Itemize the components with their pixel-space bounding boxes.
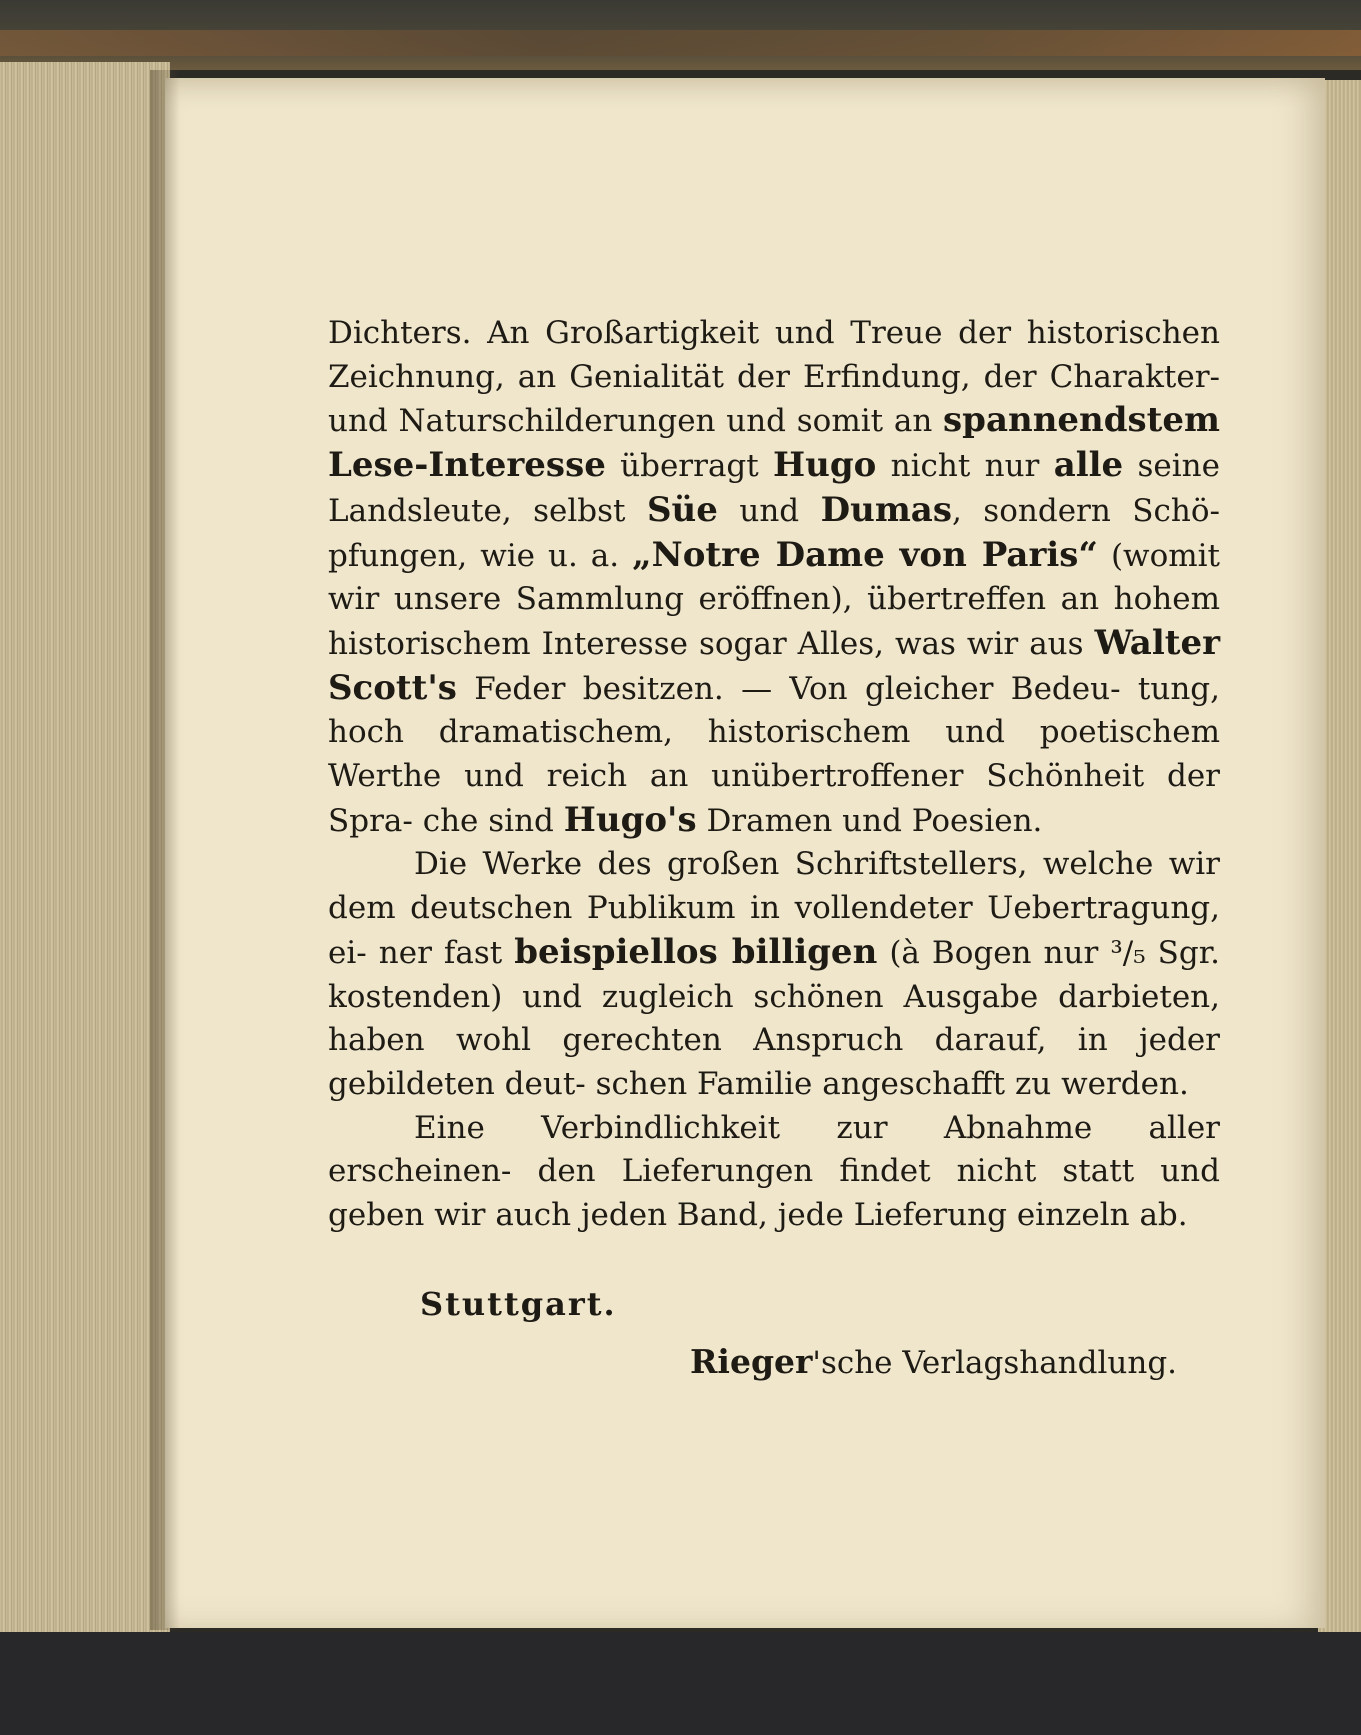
text-line: dem deutschen Publikum in vollendeter Uebertragung, ei- — [328, 890, 1220, 971]
text-line: Feder besitzen. — Von gleicher Bedeu- — [456, 670, 1121, 707]
emphasis: „Notre Dame von Paris“ — [632, 534, 1098, 575]
text-line: Band, jede Lieferung einzeln ab. — [676, 1197, 1188, 1234]
text-line: kostenden) und zugleich schönen Ausgabe darbieten, haben — [328, 978, 1220, 1059]
book-cover-bottom — [0, 1632, 1361, 1735]
emphasis: spannendstem — [943, 400, 1220, 441]
text-line: Zeichnung, an Genialität der Erfindung, der Charakter- — [328, 358, 1220, 395]
text-line: pfungen, wie u. a. — [328, 537, 633, 574]
text-line: (womit wir unsere Sammlung eröffnen), übertreffen an — [328, 537, 1221, 618]
paragraph-3 — [328, 1107, 1220, 1238]
text-line: seine Landsleute, selbst — [328, 448, 1220, 529]
page-edges-left — [0, 62, 170, 1632]
text-line: Dramen und Poesien. — [696, 802, 1043, 839]
paragraph-2 — [328, 843, 1220, 1106]
text-line: wohl gerechten Anspruch darauf, in jeder gebildeten deut- — [328, 1022, 1220, 1102]
text-line: hohem historischem Interesse sogar Alles, was wir aus — [328, 581, 1220, 662]
publisher-suffix: 'sche Verlagshandlung. — [812, 1345, 1178, 1381]
emphasis: alle — [1053, 445, 1124, 486]
book-cover-strip — [0, 30, 1361, 56]
text-line: che sind — [422, 802, 564, 839]
body-text — [328, 312, 1220, 1238]
publisher-name: Rieger — [690, 1342, 813, 1381]
emphasis: Walter Scott's — [328, 622, 1220, 708]
text-line: Dichters. An Großartigkeit und Treue der historischen — [328, 315, 1220, 351]
text-line: überragt — [605, 448, 774, 485]
signature-city: Stuttgart. — [420, 1285, 617, 1323]
text-line: Werthe und reich an unübertroffener Schönheit der Spra- — [328, 758, 1220, 839]
text-line: tung, hoch dramatischem, historischem und poetischem — [328, 670, 1221, 751]
signature-publisher — [690, 1342, 1177, 1381]
text-line: nicht nur — [876, 448, 1054, 485]
text-line: den Lieferungen findet nicht statt und geben wir auch jeden — [328, 1153, 1220, 1234]
text-line: Eine Verbindlichkeit zur Abnahme aller erscheinen- — [328, 1109, 1220, 1190]
text-line: schen Familie angeschafft zu werden. — [595, 1065, 1189, 1102]
text-line: und — [717, 492, 821, 529]
paragraph-1 — [328, 312, 1220, 843]
emphasis: Hugo's — [563, 799, 697, 840]
emphasis: Süe — [647, 489, 718, 530]
spine-shadow — [150, 70, 180, 1630]
emphasis: Dumas — [820, 489, 952, 530]
text-line: Die Werke des großen Schriftstellers, welche wir — [414, 846, 1220, 883]
emphasis: Lese-Interesse — [328, 445, 606, 486]
emphasis: Hugo — [773, 445, 877, 486]
emphasis: beispiellos billigen — [514, 931, 878, 972]
text-line: ner fast — [378, 934, 515, 971]
text-line: (à Bogen nur ³/₅ Sgr. — [877, 934, 1220, 971]
text-line: und Naturschilderungen und somit an — [328, 403, 944, 440]
text-line: , sondern Schö- — [951, 492, 1220, 529]
